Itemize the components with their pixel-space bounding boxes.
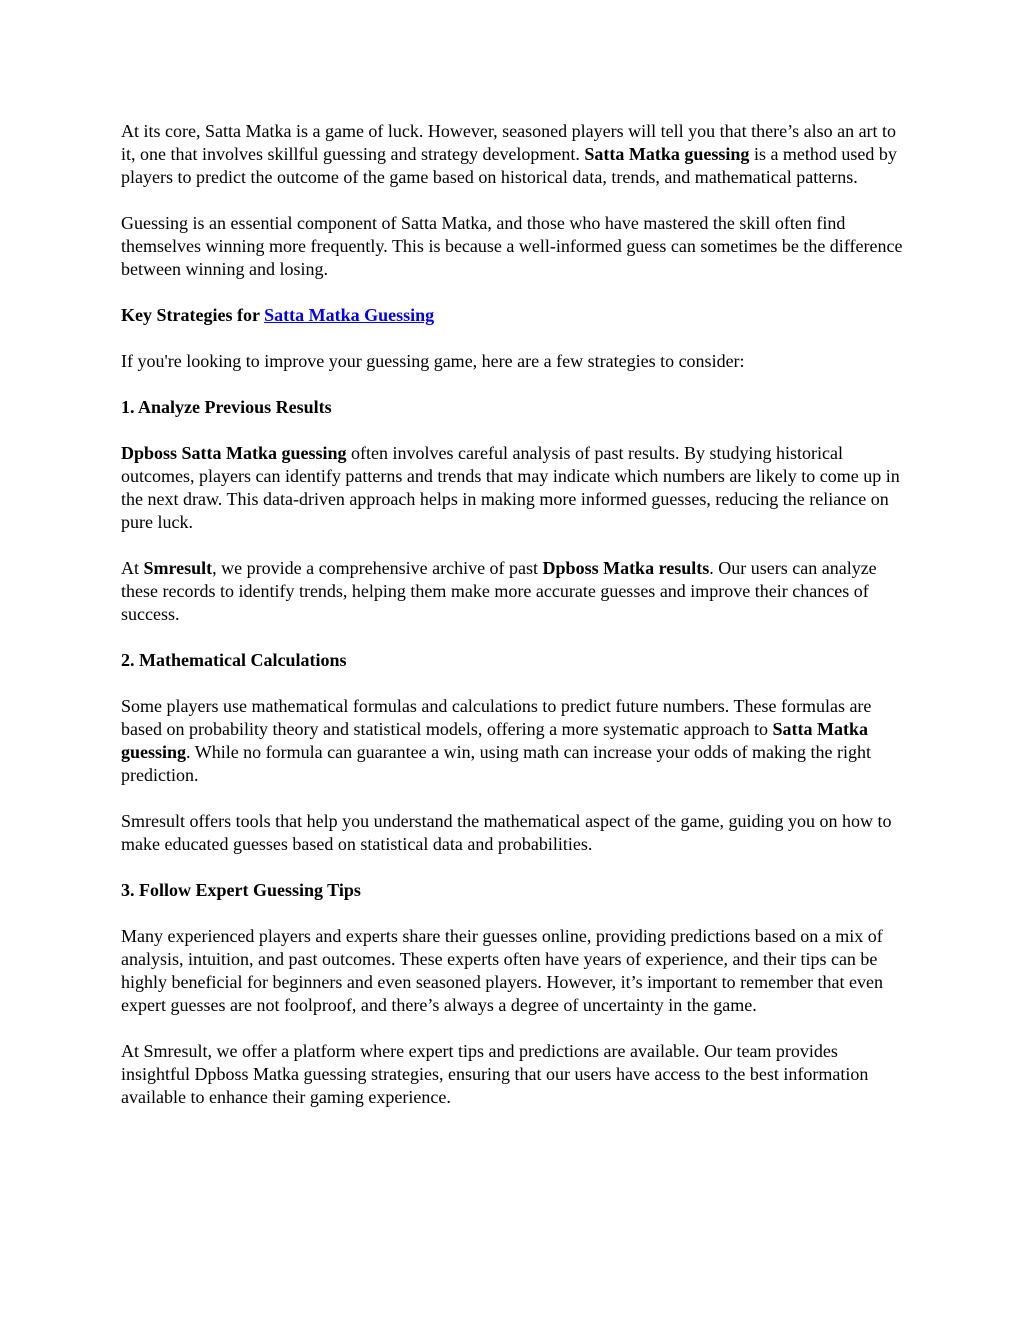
math-text-a: Some players use mathematical formulas and calculations to predict future numbers. These formulas are based on probability theory and statistical models, offering a more systematic approach to (121, 696, 872, 739)
archive-text-a: At (121, 558, 144, 578)
paragraph-smresult-tools: Smresult offers tools that help you understand the mathematical aspect of the game, guiding you on how to make educated guesses based on statistical data and probabilities. (121, 811, 892, 854)
paragraph-analyze (121, 442, 911, 534)
archive-text-d: . Our users can analyze these records to identify trends, helping them make more accurate guesses and improve their chances of success. (121, 558, 877, 624)
analyze-bold-term: Dpboss Satta Matka guessing (121, 443, 347, 463)
intro-text-end: is a method used by players to predict the outcome of the game based on historical data, trends, and mathematical patterns. (121, 144, 897, 187)
math-text-c: . While no formula can guarantee a win, using math can increase your odds of making the right prediction. (121, 742, 871, 785)
paragraph-smresult-archive (121, 557, 911, 626)
document-page (121, 120, 911, 1132)
intro-text: At its core, Satta Matka is a game of luck. However, seasoned players will tell you that there’s also an art to it, one that involves skillful guessing and strategy development. (121, 121, 897, 164)
archive-bold-smresult: Smresult (143, 558, 213, 578)
paragraph-guessing: Guessing is an essential component of Satta Matka, and those who have mastered the skill often find themselves winning more frequently. This is because a well-informed guess can sometimes be the difference between winning and losing. (121, 213, 903, 279)
intro-bold-term: Satta Matka guessing (584, 144, 750, 164)
satta-matka-guessing-link[interactable]: Satta Matka Guessing (264, 305, 435, 325)
heading-mathematical-calculations: 2. Mathematical Calculations (121, 650, 347, 670)
paragraph-smresult-platform: At Smresult, we offer a platform where expert tips and predictions are available. Our team provides insightful Dpboss Matka guessing strategies, ensuring that our users have access to the best information available to enhance their gaming experience. (121, 1041, 869, 1107)
archive-text-c: , we provide a comprehensive archive of past (212, 558, 543, 578)
math-bold-term: Satta Matka guessing (121, 719, 868, 762)
heading-expert-tips: 3. Follow Expert Guessing Tips (121, 880, 361, 900)
archive-bold-results: Dpboss Matka results (542, 558, 710, 578)
section-heading-key-strategies (121, 304, 911, 327)
paragraph-experts: Many experienced players and experts share their guesses online, providing predictions based on a mix of analysis, intuition, and past outcomes. These experts often have years of experience, and their tips can be highly beneficial for beginners and even seasoned players. However, it’s important to remember that even expert guesses are not foolproof, and there’s always a degree of uncertainty in the game. (121, 926, 884, 1015)
heading-analyze-previous-results: 1. Analyze Previous Results (121, 397, 332, 417)
analyze-text: often involves careful analysis of past results. By studying historical outcomes, players can identify patterns and trends that may indicate which numbers are likely to come up in the next draw. This data-driven approach helps in making more informed guesses, reducing the reliance on pure luck. (121, 443, 900, 532)
paragraph-intro (121, 120, 911, 189)
paragraph-strategies-intro: If you're looking to improve your guessing game, here are a few strategies to consider: (121, 351, 745, 371)
heading-text: Key Strategies for (121, 305, 265, 325)
paragraph-math (121, 695, 911, 787)
